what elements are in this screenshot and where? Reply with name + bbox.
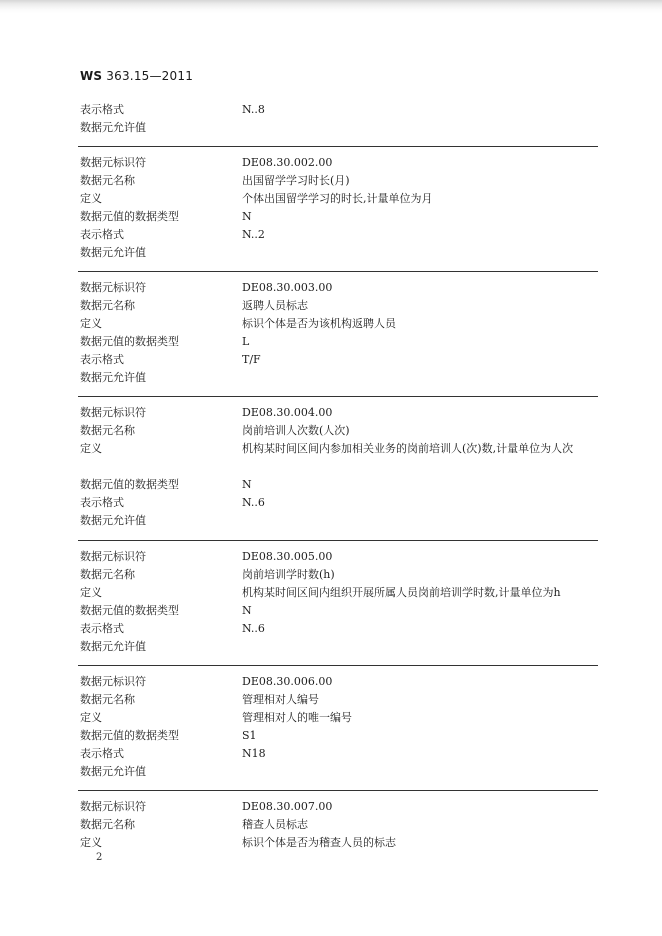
format-label: 表示格式: [80, 747, 124, 760]
allowed-values-label: 数据元允许值: [80, 514, 146, 527]
section-divider: [78, 540, 598, 541]
definition-value: 机构某时间区间内组织开展所属人员岗前培训学时数,计量单位为h: [242, 586, 561, 599]
definition-value: 管理相对人的唯一编号: [242, 711, 352, 724]
definition-label: 定义: [80, 836, 102, 849]
definition-label: 定义: [80, 586, 102, 599]
page-number: 2: [96, 852, 103, 863]
identifier-value: DE08.30.002.00: [242, 156, 333, 169]
data-type-value: N: [242, 210, 252, 223]
standard-code: WS: [80, 69, 103, 83]
format-value: T/F: [242, 353, 261, 366]
name-value: 管理相对人编号: [242, 693, 319, 706]
identifier-label: 数据元标识符: [80, 550, 146, 563]
definition-value: 标识个体是否为稽查人员的标志: [242, 836, 396, 849]
definition-label: 定义: [80, 317, 102, 330]
data-type-label: 数据元值的数据类型: [80, 478, 179, 491]
format-label: 表示格式: [80, 496, 124, 509]
data-type-label: 数据元值的数据类型: [80, 335, 179, 348]
data-type-value: S1: [242, 729, 257, 742]
allowed-values-label: 数据元允许值: [80, 640, 146, 653]
definition-label: 定义: [80, 711, 102, 724]
standard-number: 363.15—2011: [106, 69, 194, 83]
section-divider: [78, 790, 598, 791]
name-label: 数据元名称: [80, 818, 135, 831]
format-value: N..2: [242, 228, 265, 241]
data-type-value: N: [242, 604, 252, 617]
definition-value: 个体出国留学学习的时长,计量单位为月: [242, 192, 433, 205]
identifier-label: 数据元标识符: [80, 406, 146, 419]
allowed-values-label: 数据元允许值: [80, 246, 146, 259]
name-label: 数据元名称: [80, 693, 135, 706]
format-label: 表示格式: [80, 622, 124, 635]
name-value: 岗前培训学时数(h): [242, 568, 335, 581]
section-divider: [78, 396, 598, 397]
data-type-label: 数据元值的数据类型: [80, 604, 179, 617]
section-divider: [78, 271, 598, 272]
scan-edge-shadow: [0, 0, 662, 14]
allowed-values-label: 数据元允许值: [80, 371, 146, 384]
format-label: 表示格式: [80, 353, 124, 366]
data-type-value: N: [242, 478, 252, 491]
name-value: 岗前培训人次数(人次): [242, 424, 350, 437]
section-divider: [78, 665, 598, 666]
allowed-values-label: 数据元允许值: [80, 765, 146, 778]
format-value: N..6: [242, 622, 265, 635]
format-label: 表示格式: [80, 228, 124, 241]
identifier-label: 数据元标识符: [80, 156, 146, 169]
identifier-value: DE08.30.004.00: [242, 406, 333, 419]
data-type-label: 数据元值的数据类型: [80, 210, 179, 223]
format-value: N..8: [242, 103, 265, 116]
format-label: 表示格式: [80, 103, 124, 116]
data-type-value: L: [242, 335, 250, 348]
name-label: 数据元名称: [80, 174, 135, 187]
name-label: 数据元名称: [80, 299, 135, 312]
name-value: 出国留学学习时长(月): [242, 174, 350, 187]
identifier-value: DE08.30.007.00: [242, 800, 333, 813]
identifier-label: 数据元标识符: [80, 675, 146, 688]
format-value: N..6: [242, 496, 265, 509]
identifier-label: 数据元标识符: [80, 281, 146, 294]
name-value: 返聘人员标志: [242, 299, 308, 312]
section-divider: [78, 146, 598, 147]
definition-label: 定义: [80, 192, 102, 205]
identifier-value: DE08.30.005.00: [242, 550, 333, 563]
definition-value: 机构某时间区间内参加相关业务的岗前培训人(次)数,计量单位为人次: [242, 442, 574, 455]
data-type-label: 数据元值的数据类型: [80, 729, 179, 742]
name-label: 数据元名称: [80, 424, 135, 437]
definition-label: 定义: [80, 442, 102, 455]
name-value: 稽查人员标志: [242, 818, 308, 831]
format-value: N18: [242, 747, 266, 760]
definition-value: 标识个体是否为该机构返聘人员: [242, 317, 396, 330]
identifier-label: 数据元标识符: [80, 800, 146, 813]
standard-header: [80, 69, 193, 83]
name-label: 数据元名称: [80, 568, 135, 581]
identifier-value: DE08.30.006.00: [242, 675, 333, 688]
allowed-values-label: 数据元允许值: [80, 121, 146, 134]
identifier-value: DE08.30.003.00: [242, 281, 333, 294]
